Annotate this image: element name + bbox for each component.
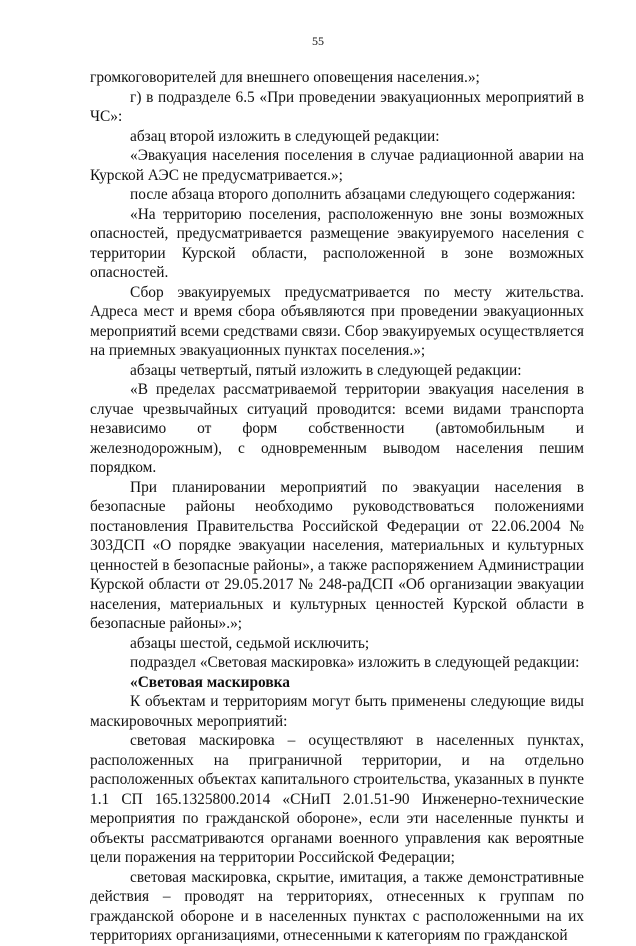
paragraph: Сбор эвакуируемых предусматривается по месту жительства. Адреса мест и время сбора объявляются при проведении эвакуационных мероприятий всеми средствами связи. Сбор эвакуируемых осуществляется на приемных эвакуационных пунктах поселения.»; [90, 283, 584, 359]
paragraph: При планировании мероприятий по эвакуации населения в безопасные районы необходимо руководствоваться положениями постановления Правительства Российской Федерации от 22.06.2004 № 303ДСП «О порядке эвакуации населения, материальных и культурных ценностей в безопасные районы», а также распоряжением Администрации Курской области от 29.05.2017 № 248-раДСП «Об организации эвакуации населения, материальных и культурных ценностей Курской области в безопасные районы».»; [90, 478, 584, 632]
paragraph: абзац второй изложить в следующей редакции: [130, 127, 440, 145]
paragraph: после абзаца второго дополнить абзацами следующего содержания: [130, 186, 576, 203]
paragraph: световая маскировка, скрытие, имитация, а также демонстративные действия – проводят на территориях, отнесенных к группам по гражданской обороне и в населенных пунктах с расположенными на их территориях организациями, отнесенными к категориям по гражданской [90, 868, 584, 944]
paragraph: г) в подразделе 6.5 «При проведении эвакуационных мероприятий в ЧС»: [90, 88, 584, 125]
paragraph: громкоговорителей для внешнего оповещения населения.»; [90, 69, 480, 86]
document-body [90, 68, 584, 946]
paragraph: «На территорию поселения, расположенную вне зоны возможных опасностей, предусматривается размещение эвакуируемого населения с территории Курской области, расположенной в зоне возможных опасностей. [90, 205, 584, 281]
paragraph: световая маскировка – осуществляют в населенных пунктах, расположенных на приграничной территории, и на отдельно расположенных объектах капитального строительства, указанных в пункте 1.1 СП 165.1325800.2014 «СНиП 2.01.51-90 Инженерно-технические мероприятия по гражданской обороне», если эти населенные пункты и объекты рассматриваются органами военного управления как вероятные цели поражения на территории Российской Федерации; [90, 732, 584, 866]
paragraph: «Эвакуация населения поселения в случае радиационной аварии на Курской АЭС не предусматривается.»; [90, 147, 584, 184]
paragraph: «В пределах рассматриваемой территории эвакуация населения в случае чрезвычайных ситуаций проводится: всеми видами транспорта независимо от форм собственности (автомобильным и железнодорожным), с одновременным выводом населения пешим порядком. [90, 381, 584, 476]
section-heading: «Световая маскировка [130, 673, 290, 691]
paragraph: абзацы четвертый, пятый изложить в следующей редакции: [130, 361, 522, 379]
paragraph: абзацы шестой, седьмой исключить; [130, 634, 370, 652]
page-number: 55 [312, 34, 324, 48]
paragraph: подраздел «Световая маскировка» изложить в следующей редакции: [130, 654, 580, 671]
paragraph: К объектам и территориям могут быть применены следующие виды маскировочных мероприятий: [90, 693, 584, 730]
